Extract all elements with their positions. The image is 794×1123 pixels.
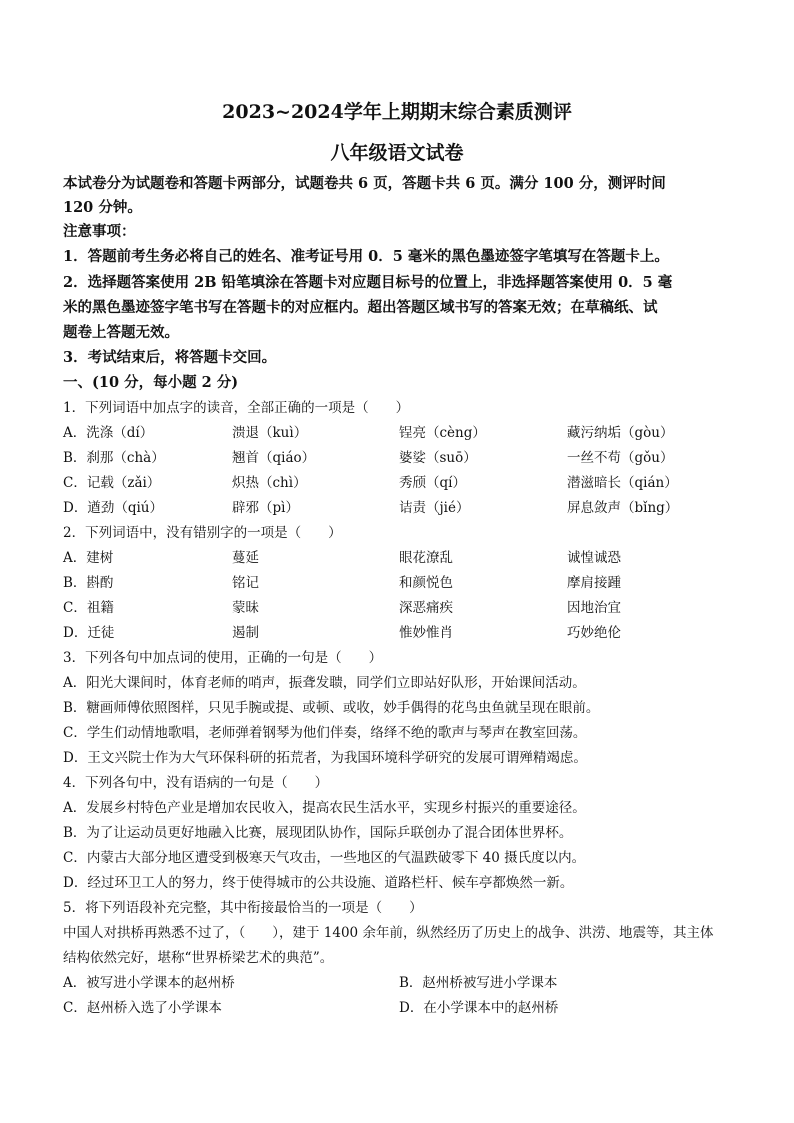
q2-option-c-word-4: 因地治宜 <box>567 600 621 616</box>
q5-passage-line-2: 结构依然完好，堪称“世界桥梁艺术的典范”。 <box>63 950 334 966</box>
q1-option-b-word-2: 翘首（qiáo） <box>232 450 316 466</box>
q2-option-c-word-1: C．祖籍 <box>63 600 114 616</box>
q5-option-d: D．在小学课本中的赵州桥 <box>399 1000 559 1016</box>
q1-option-c-word-4: 潜滋暗长（qián） <box>567 475 678 491</box>
q1-option-c-word-1: C．记载（zǎi） <box>63 475 161 491</box>
q3-option-a: A．阳光大课间时，体育老师的哨声，振聋发聩，同学们立即站好队形，开始课间活动。 <box>63 675 586 691</box>
note-2-line-3: 题卷上答题无效。 <box>63 324 179 341</box>
q2-option-c-word-2: 蒙昧 <box>232 600 259 616</box>
q2-option-a-word-1: A．建树 <box>63 550 114 566</box>
section-1-heading: 一、(10 分，每小题 2 分) <box>63 374 239 391</box>
question-2-stem: 2．下列词语中，没有错别字的一项是（ ） <box>63 525 342 541</box>
question-4-stem: 4．下列各句中，没有语病的一句是（ ） <box>63 775 329 791</box>
q5-passage-line-1: 中国人对拱桥再熟悉不过了，（ ），建于 1400 余年前，纵然经历了历史上的战争、洪涝、地震等，其主体 <box>63 925 714 941</box>
q1-option-c-word-3: 秀颀（qí） <box>399 475 466 491</box>
note-1: 1．答题前考生务必将自己的姓名、准考证号用 0．5 毫米的黑色墨迹签字笔填写在答题卡上。 <box>63 248 669 265</box>
q2-option-c-word-3: 深恶痛疾 <box>399 600 453 616</box>
q1-option-c-word-2: 炽热（chì） <box>232 475 307 491</box>
q4-option-c: C．内蒙古大部分地区遭受到极寒天气攻击，一些地区的气温跌破零下 40 摄氏度以内。 <box>63 850 586 866</box>
q1-option-a-word-4: 藏污纳垢（gòu） <box>567 425 674 441</box>
q1-option-d-word-1: D．遒劲（qiú） <box>63 500 163 516</box>
q5-option-c: C．赵州桥入选了小学课本 <box>63 1000 222 1016</box>
q2-option-d-word-1: D．迁徒 <box>63 625 115 641</box>
q1-option-b-word-1: B．刹那（chà） <box>63 450 165 466</box>
q5-option-a: A．被写进小学课本的赵州桥 <box>63 975 235 991</box>
intro-line-1: 本试卷分为试题卷和答题卡两部分，试题卷共 6 页，答题卡共 6 页。满分 100 分，测评时间 <box>63 175 666 192</box>
q2-option-b-word-2: 铭记 <box>232 575 259 591</box>
q3-option-d: D．王文兴院士作为大气环保科研的拓荒者，为我国环境科学研究的发展可谓殚精竭虑。 <box>63 750 587 766</box>
q2-option-a-word-2: 蔓延 <box>232 550 259 566</box>
q2-option-a-word-3: 眼花潦乱 <box>399 550 453 566</box>
exam-subtitle: 八年级语文试卷 <box>330 142 464 164</box>
q2-option-d-word-4: 巧妙绝伦 <box>567 625 621 641</box>
question-1-stem: 1．下列词语中加点字的读音，全部正确的一项是（ ） <box>63 400 410 416</box>
question-3-stem: 3．下列各句中加点词的使用，正确的一句是（ ） <box>63 650 383 666</box>
q3-option-b: B．糖画师傅依照图样，只见手腕或提、或顿、或收，妙手偶得的花鸟虫鱼就呈现在眼前。 <box>63 700 600 716</box>
q2-option-b-word-3: 和颜悦色 <box>399 575 453 591</box>
question-5-stem: 5．将下列语段补充完整，其中衔接最恰当的一项是（ ） <box>63 900 423 916</box>
q2-option-d-word-2: 遏制 <box>232 625 259 641</box>
q4-option-d: D．经过环卫工人的努力，终于使得城市的公共设施、道路栏杆、候车亭都焕然一新。 <box>63 875 574 891</box>
q5-option-b: B．赵州桥被写进小学课本 <box>399 975 558 991</box>
q1-option-b-word-4: 一丝不苟（gǒu） <box>567 450 674 466</box>
q2-option-d-word-3: 惟妙惟肖 <box>399 625 453 641</box>
q4-option-a: A．发展乡村特色产业是增加农民收入，提高农民生活水平，实现乡村振兴的重要途径。 <box>63 800 586 816</box>
notes-heading: 注意事项： <box>63 223 136 240</box>
q1-option-a-word-3: 锃亮（cèng） <box>399 425 486 441</box>
q3-option-c: C．学生们动情地歌唱，老师弹着钢琴为他们伴奏，络绎不绝的歌声与琴声在教室回荡。 <box>63 725 587 741</box>
q1-option-b-word-3: 婆娑（suō） <box>399 450 477 466</box>
q2-option-b-word-1: B．斟酌 <box>63 575 114 591</box>
note-2-line-2: 米的黑色墨迹签字笔书写在答题卡的对应框内。超出答题区域书写的答案无效；在草稿纸、试 <box>63 299 658 316</box>
q2-option-b-word-4: 摩肩接踵 <box>567 575 621 591</box>
exam-title: 2023~2024学年上期期末综合素质测评 <box>222 101 572 123</box>
q1-option-d-word-3: 诘责（jié） <box>399 500 470 516</box>
note-2-line-1: 2．选择题答案使用 2B 铅笔填涂在答题卡对应题目标号的位置上，非选择题答案使用 0．5 毫 <box>63 274 673 291</box>
q2-option-a-word-4: 诚惶诚恐 <box>567 550 621 566</box>
q4-option-b: B．为了让运动员更好地融入比赛，展现团队协作，国际乒联创办了混合团体世界杯。 <box>63 825 573 841</box>
q1-option-d-word-4: 屏息敛声（bǐng） <box>567 500 679 516</box>
q1-option-a-word-2: 溃退（kuì） <box>232 425 308 441</box>
q1-option-a-word-1: A．洗涤（dí） <box>63 425 154 441</box>
q1-option-d-word-2: 辟邪（pì） <box>232 500 299 516</box>
intro-line-2: 120 分钟。 <box>63 199 142 216</box>
note-3: 3．考试结束后，将答题卡交回。 <box>63 349 277 366</box>
